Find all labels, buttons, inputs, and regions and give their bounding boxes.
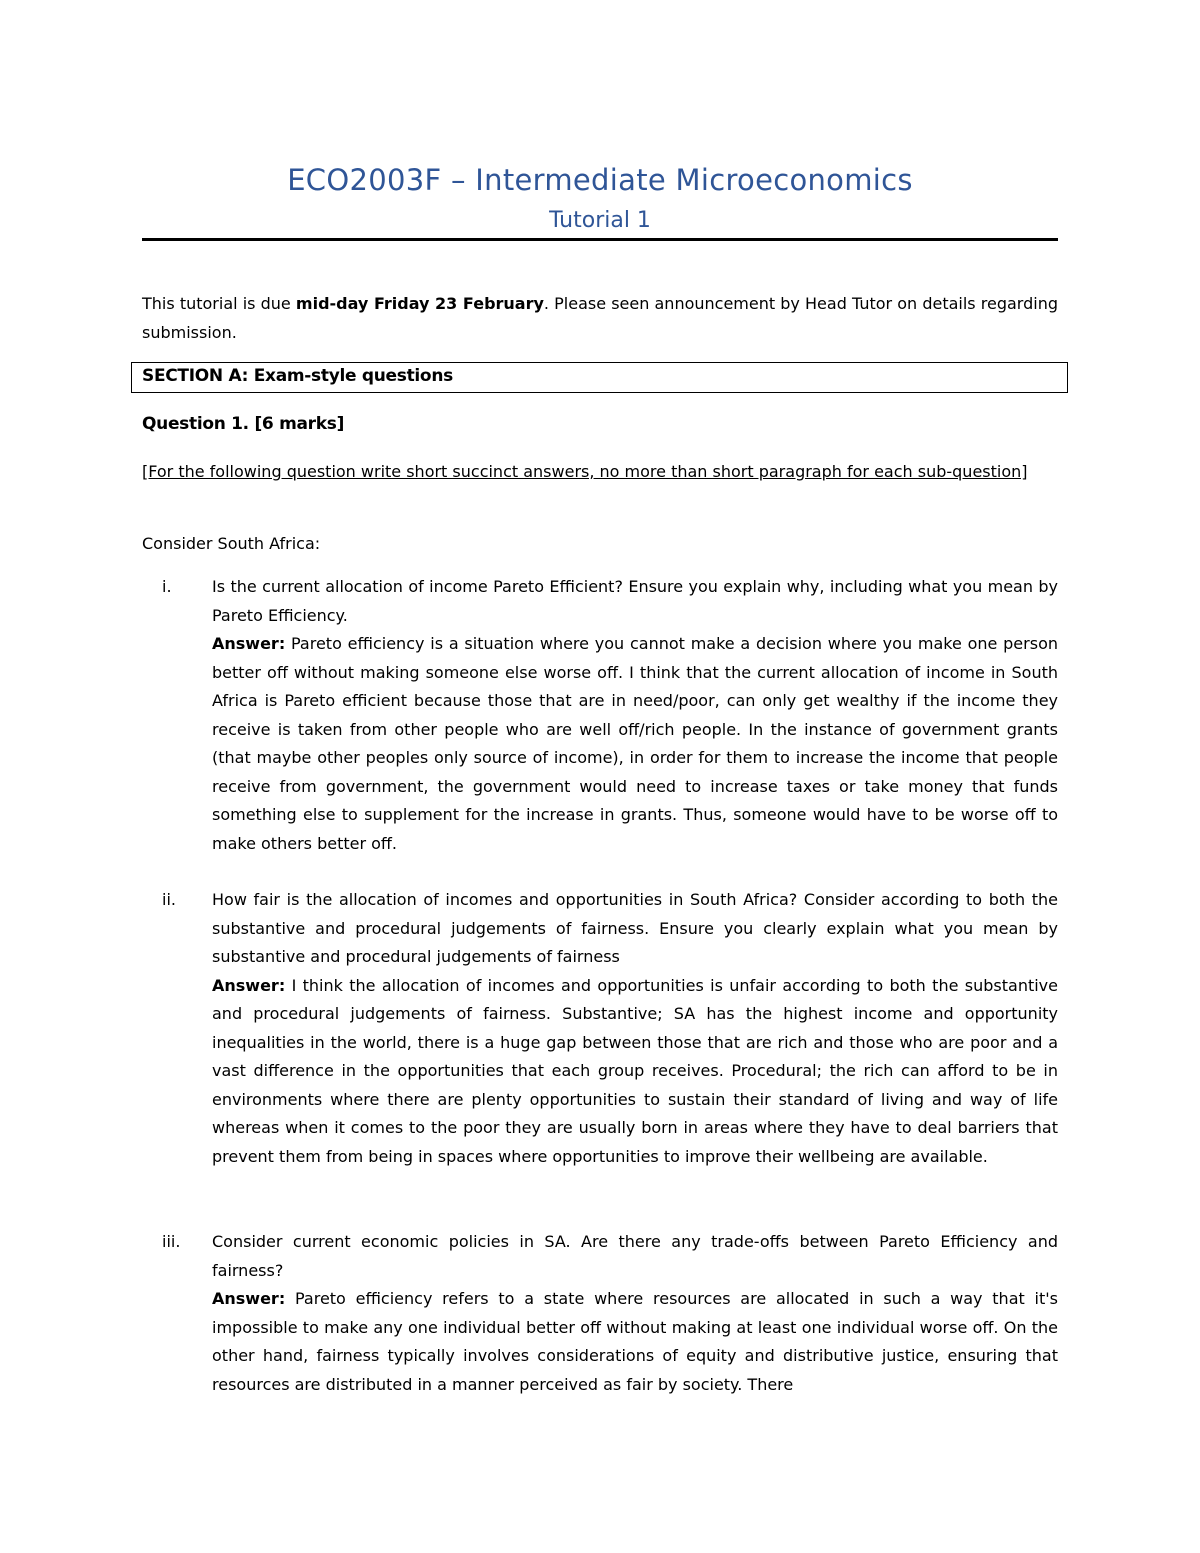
answer-text: Pareto efficiency is a situation where you cannot make a decision where you make one person better off without making someone else worse off. I think that the current allocation of income in South Africa is Pareto efficient because those that are in need/poor, can only get wealthy if the income they receive is taken from other people who are well off/rich people. In the instance of government grants (that maybe other peoples only source of income), in order for them to increase the income that people receive from government, the government would need to increase taxes or take money that funds something else to supplement for the increase in grants. Thus, someone would have to be worse off to make others better off. [212, 634, 1058, 853]
answer-label: Answer: [212, 975, 286, 995]
document-title: ECO2003F – Intermediate Microeconomics [287, 163, 913, 197]
answer-text: Pareto efficiency refers to a state where resources are allocated in such a way that it's impossible to make any one individual better off without making at least one individual worse off. On the other hand, fairness typically involves considerations of equity and distributive justice, ensuring that resources are distributed in a manner perceived as fair by society. There [212, 1289, 1058, 1394]
document-subtitle: Tutorial 1 [549, 208, 651, 233]
sub-question-text: Consider current economic policies in SA. Are there any trade-offs between Pareto Efficiency and fairness? [212, 1232, 1058, 1280]
answer-text: I think the allocation of incomes and opportunities is unfair according to both the substantive and procedural judgements of fairness. Substantive; SA has the highest income and opportunity inequalities in the world, there is a huge gap between those that are rich and those who are poor and a vast difference in the opportunities that each group receives. Procedural; the rich can afford to be in environments where there are plenty opportunities to sustain their standard of living and way of life whereas when it comes to the poor they are usually born in areas where they have to deal barriers that prevent them from being in spaces where opportunities to improve their wellbeing are available. [212, 975, 1058, 1166]
intro-suffix: . Please seen announcement by Head Tutor on details regarding submission. [142, 294, 1058, 342]
intro-deadline: mid-day Friday 23 February [295, 294, 544, 313]
sub-question-text: Is the current allocation of income Pareto Efficient? Ensure you explain why, including what you mean by Pareto Efficiency. [212, 577, 1058, 625]
intro-prefix: This tutorial is due [142, 294, 296, 313]
sub-question-numeral: iii. [162, 1232, 181, 1251]
title-divider [142, 238, 1058, 241]
section-header-box [131, 362, 1068, 393]
section-title: SECTION A: Exam-style questions [142, 366, 453, 386]
sub-question-body [212, 1228, 1058, 1399]
question-instruction: [For the following question write short succinct answers, no more than short paragraph for each sub-question] [142, 462, 1028, 481]
answer-label: Answer: [212, 1289, 286, 1308]
intro-paragraph [142, 290, 1058, 347]
sub-question-numeral: i. [162, 577, 172, 596]
sub-question-text: How fair is the allocation of incomes and opportunities in South Africa? Consider according to both the substantive and procedural judgements of fairness. Ensure you clearly explain what you mean by substantive and procedural judgements of fairness [212, 890, 1058, 966]
sub-question-numeral: ii. [162, 890, 176, 909]
sub-question-body [212, 573, 1058, 858]
answer-label: Answer: [212, 634, 286, 653]
sub-question-body [212, 886, 1058, 1171]
question-heading: Question 1. [6 marks] [142, 414, 345, 434]
question-context: Consider South Africa: [142, 534, 321, 553]
